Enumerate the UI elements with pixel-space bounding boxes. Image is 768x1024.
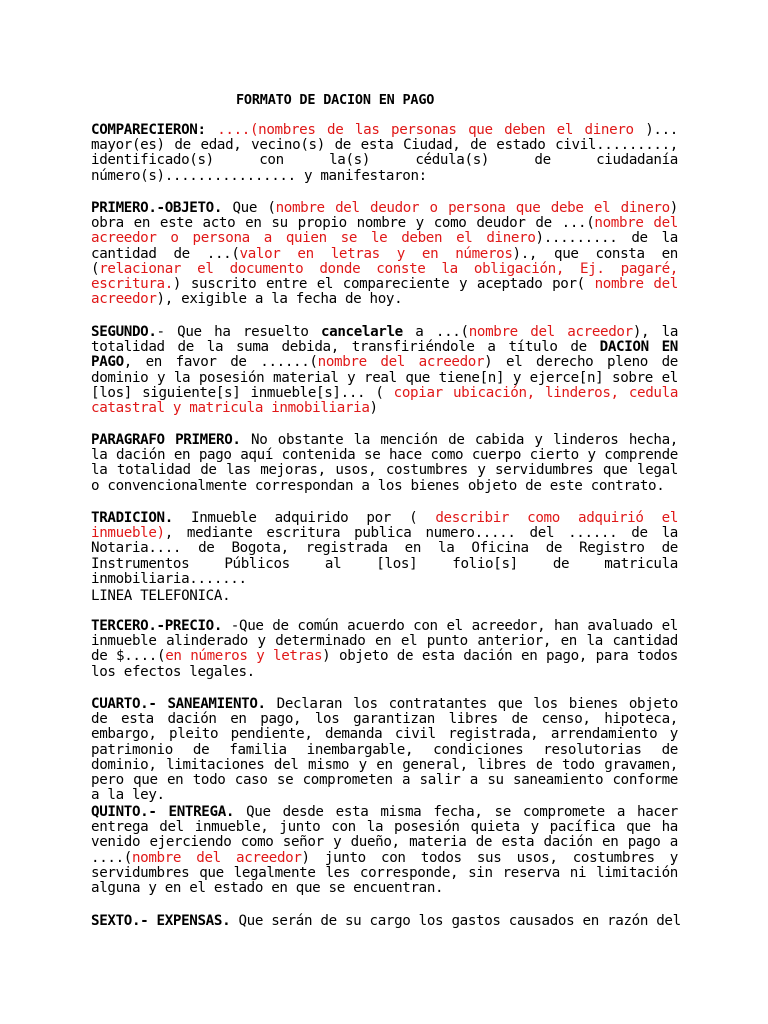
placeholder-text: describir como adquirió el inmueble) (91, 510, 679, 542)
placeholder-text: valor en letras y en números (239, 245, 513, 262)
clause-text: , mediante escritura publica numero..... del ...... de la Notaria.... de Bogota, registrada en la Oficina de Registro de Instrumentos Públicos al [los] folio[s] de matricula inmobiliaria....... (91, 525, 678, 587)
clause-text: ) suscrito entre el compareciente y aceptado por( (172, 276, 585, 293)
bold-text: cancelarle (320, 324, 403, 340)
clause-text: ) (369, 400, 378, 417)
paragraph-cuarto (91, 697, 678, 803)
placeholder-text: nombre del acreedor o persona a quien se le deben el dinero (91, 215, 678, 247)
paragraph-segundo (91, 325, 678, 416)
paragraph-sexto (91, 913, 681, 929)
placeholder-text: copiar ubicación, linderos, cedula catastral y matricula inmobiliaria (91, 384, 679, 417)
clause-text: ) obra en este acto en su propio nombre y como deudor de ...( (91, 200, 678, 232)
placeholder-text: relacionar el documento donde conste la obligación, Ej. pagaré, escritura. (91, 260, 678, 293)
bold-text: DACION EN PAGO (91, 339, 678, 371)
clause-label: TERCERO.-PRECIO. (91, 618, 223, 634)
clause-label: CUARTO.- SANEAMIENTO. (91, 696, 266, 712)
paragraph-comparecieron (91, 123, 678, 184)
placeholder-text: nombre del acreedor (91, 276, 679, 308)
clause-label: SEGUNDO. (91, 324, 157, 340)
clause-text: )., que consta en ( (91, 245, 678, 277)
clause-text: ), exigible a la fecha de hoy. (156, 291, 403, 308)
paragraph-primero (91, 201, 678, 307)
clause-label: SEXTO.- EXPENSAS. (91, 913, 231, 929)
clause-text: )... mayor(es) de edad, vecino(s) de esta Ciudad, de estado civil........., identificado(s) con la(s) cédula(s) de ciudadanía número(s)................ y manifestaron: (91, 122, 678, 184)
placeholder-text: nombre del acreedor (468, 324, 633, 340)
clause-text: Que desde esta misma fecha, se compromete a hacer entrega del inmueble, junto con la posesión quieta y pacífica que ha venido ejerciendo como señor y dueño, materia de esta dación en pago a ....( (91, 804, 678, 866)
clause-label: QUINTO.- ENTREGA. (91, 804, 235, 820)
clause-text: - Que ha resuelto (156, 324, 321, 340)
placeholder-text: nombre del deudor o persona que debe el dinero (275, 200, 670, 216)
clause-text: Declaran los contratantes que los bienes objeto de esta dación en pago, los garantizan libres de censo, hipoteca, embargo, pleito pendiente, demanda civil registrada, arrendamiento y patrimonio de familia inembargable, condiciones resolutorias de dominio, limitaciones del mismo y en general, libres de todo gravamen, pero que en todo caso se comprometen a salir a su saneamiento conforme a la ley. (91, 696, 678, 804)
placeholder-text: nombre del acreedor (317, 354, 485, 371)
clause-text: No obstante la mención de cabida y linderos hecha, la dación en pago aquí contenida se hace como cuerpo cierto y comprende la totalidad de las mejoras, usos, costumbres y servidumbres que legal o convencionalmente correspondan a los bienes objeto de este contrato. (91, 432, 679, 494)
clause-text: a ...( (402, 324, 469, 340)
clause-text: , en favor de ......( (123, 354, 318, 371)
clause-text: -Que de común acuerdo con el acreedor, han avaluado el inmueble alinderado y determinado en el punto anterior, en la cantidad de $....( (91, 618, 678, 665)
line-linea-telefonica: LINEA TELEFONICA. (91, 588, 231, 604)
paragraph-quinto (91, 805, 678, 896)
clause-text: Que serán de su cargo los gastos causados en razón del (230, 913, 681, 929)
clause-label: PRIMERO.-OBJETO. (91, 200, 223, 216)
clause-text: Que ( (222, 200, 276, 216)
placeholder-text: en números y letras (165, 648, 323, 665)
placeholder-text: nombre del acreedor (131, 849, 302, 866)
clause-text: ) objeto de esta dación en pago, para todos los efectos legales. (91, 648, 678, 680)
clause-text: Inmueble adquirido por ( (172, 510, 436, 526)
clause-label: COMPARECIERON: (91, 122, 206, 138)
paragraph-paragrafo-primero (91, 433, 678, 494)
clause-text: ) junto con todos sus usos, costumbres y servidumbres que legalmente les corresponde, sin reserva ni limitación alguna y en el estado en que se encuentran. (91, 849, 678, 897)
clause-text: ) el derecho pleno de dominio y la posesión material y real que tiene[n] y ejerce[n] sobre el [los] siguiente[s] inmueble[s]... ( (91, 354, 679, 401)
document-title: FORMATO DE DACION EN PAGO (236, 92, 435, 108)
clause-text: ), la totalidad de la suma debida, transfiriéndole a título de (91, 324, 679, 356)
paragraph-tercero (91, 619, 678, 680)
clause-text: )......... de la cantidad de ...( (91, 230, 678, 262)
clause-label: PARAGRAFO PRIMERO. (91, 432, 241, 448)
clause-label: TRADICION. (91, 510, 173, 526)
paragraph-tradicion (91, 511, 678, 587)
placeholder-text: ....(nombres de las personas que deben el dinero (217, 122, 634, 138)
